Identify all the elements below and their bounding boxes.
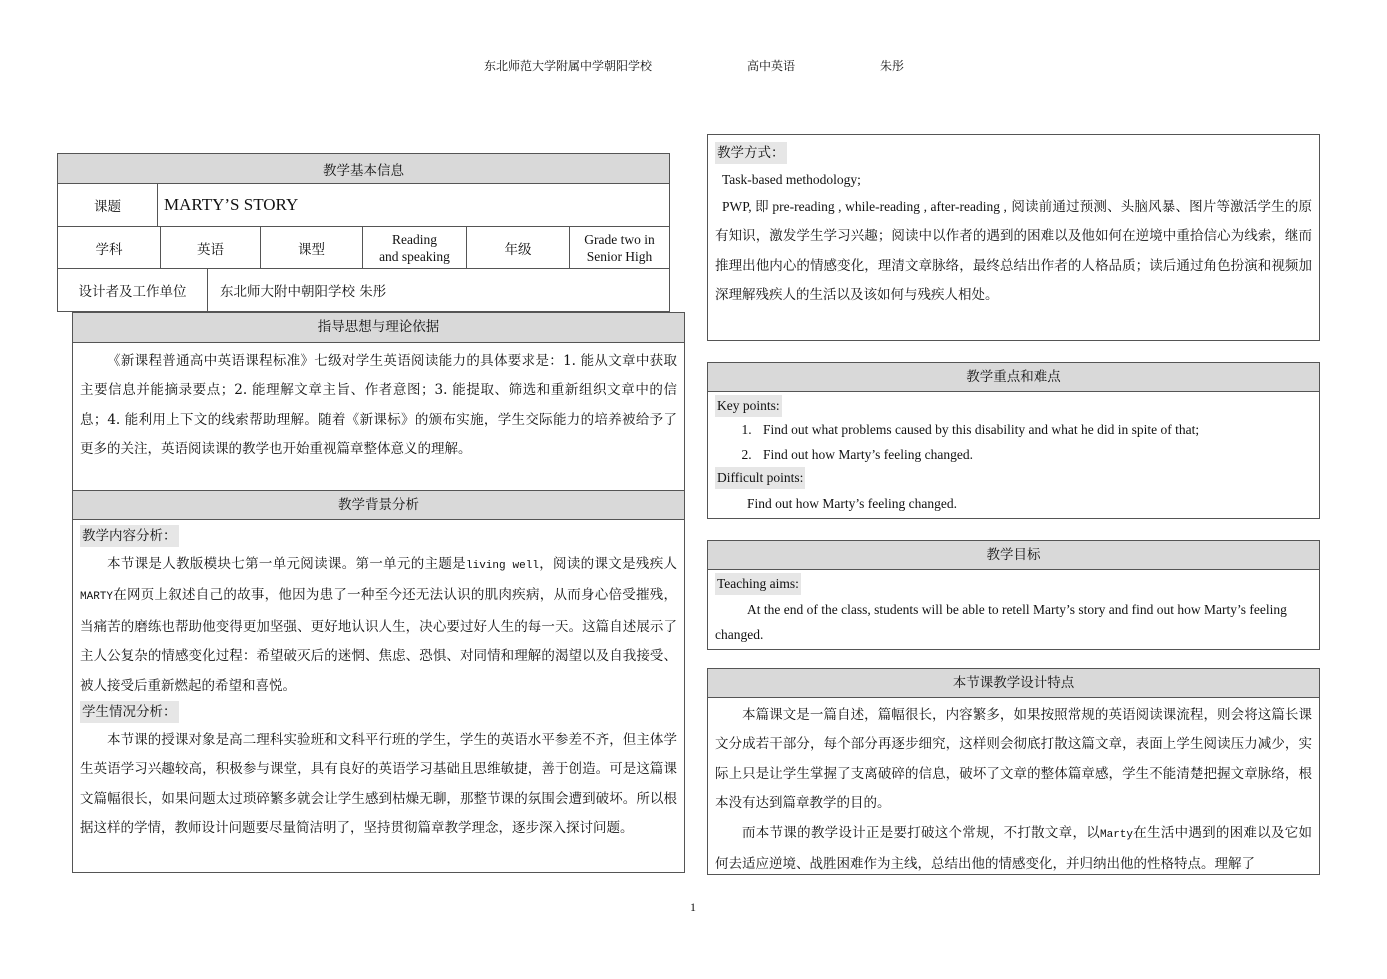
content-text-part1: 本节课是人教版模块七第一单元阅读课。第一单元的主题是 — [107, 556, 466, 572]
type-value-line2: and speaking — [379, 248, 450, 264]
guiding-text: 《新课程普通高中英语课程标准》七级对学生英语阅读能力的具体要求是：1. 能从文章中获取主要信息并能摘录要点；2. 能理解文章主旨、作者意图；3. 能提取、筛选和重新组织文章中的信息；4. 能利用上下文的线索帮助理解。随着《新课标》的颁布实施，学生交际能力的培养被给予了更多的关注，英语阅读课的教学也开始重视篇章整体意义的理解。 — [80, 353, 677, 458]
aims-text: At the end of the class, students will be able to retell Marty’s story and find out how Marty’s feeling changed. — [715, 602, 1287, 642]
topic-label: 课题 — [58, 184, 158, 226]
background-section — [72, 490, 685, 873]
key-points-title: 教学重点和难点 — [708, 363, 1319, 392]
grade-value-line2: Senior High — [586, 248, 653, 264]
method-line1: Task-based methodology; — [722, 172, 861, 187]
content-text-part3: 在网页上叙述自己的故事，他因为患了一种至今还无法认识的肌肉疾病，从而身心倍受摧残，当痛苦的磨练也帮助他变得更加坚强、更好地认识人生，决心要过好人生的每一天。这篇自述展示了主人公复杂的情感变化过程：希望破灭后的迷惘、焦虑、恐惧、对同情和理解的渴望以及自我接受、被人接受后重新燃起的希望和喜悦。 — [80, 587, 677, 694]
type-value-line1: Reading — [392, 231, 437, 247]
difficult-points-label: Difficult points: — [715, 467, 805, 489]
method-line2-en: PWP, 即 pre-reading , while-reading , after-reading , — [722, 199, 1007, 214]
designer-value: 东北师大附中朝阳学校 朱彤 — [220, 284, 387, 300]
content-name-mono: MARTY — [80, 591, 114, 604]
key-points-list — [715, 417, 1312, 467]
content-analysis-text — [80, 550, 677, 701]
aims-title: 教学目标 — [708, 541, 1319, 570]
key-point-item: 1. Find out what problems caused by this disability and what he did in spite of that; — [755, 417, 1312, 442]
features-para2-part1: 而本节课的教学设计正是要打破这个常规，不打散文章，以 — [742, 824, 1100, 841]
grade-value-line1: Grade two in — [584, 231, 655, 247]
content-text-part2: ，阅读的课文是残疾人 — [538, 556, 677, 572]
content-theme-mono: living well — [466, 560, 539, 572]
key-point-item: 2. Find out how Marty’s feeling changed. — [755, 442, 1312, 467]
grade-label: 年级 — [467, 227, 570, 268]
guiding-section — [72, 312, 685, 490]
method-line2-cn: 阅读前通过预测、头脑风暴、图片等激活学生的原有知识，激发学生学习兴趣；阅读中以作者的遇到的困难以及他如何在逆境中重拾信心为线索，继而推理出他内心的情感变化，理清文章脉络，最终总结出作者的人格品质；读后通过角色扮演和视频加深理解残疾人的生活以及该如何与残疾人相处。 — [715, 199, 1313, 304]
grade-value — [570, 227, 669, 268]
key-points-section — [707, 362, 1320, 519]
basic-info-table — [57, 153, 670, 312]
header-subject: 高中英语 — [747, 59, 796, 73]
features-title: 本节课教学设计特点 — [708, 669, 1319, 698]
designer-label: 设计者及工作单位 — [58, 269, 208, 311]
aims-label: Teaching aims: — [715, 573, 801, 595]
type-label: 课型 — [261, 227, 363, 268]
header-school: 东北师范大学附属中学朝阳学校 — [484, 59, 653, 73]
topic-value: MARTY’S STORY — [164, 195, 299, 214]
type-value — [363, 227, 467, 268]
method-line2 — [715, 193, 1312, 311]
key-points-label: Key points: — [715, 395, 782, 417]
subject-label: 学科 — [58, 227, 161, 268]
features-para2-mono: Marty — [1100, 828, 1134, 841]
page-number: 1 — [690, 900, 696, 914]
header-teacher: 朱彤 — [880, 59, 905, 73]
difficult-points-text: Find out how Marty’s feeling changed. — [747, 496, 957, 511]
features-para2 — [715, 819, 1312, 875]
features-section — [707, 668, 1320, 875]
content-analysis-label: 教学内容分析： — [80, 525, 179, 547]
basic-info-title: 教学基本信息 — [323, 162, 404, 179]
method-label: 教学方式： — [715, 142, 787, 164]
subject-value: 英语 — [161, 227, 261, 268]
features-para2-part2: 在生活中遇到的困难以及它如何去适应逆境、战胜困难作为主线，总结出他的情感变化，并归纳出他的性格特点。理解了 — [715, 824, 1313, 873]
guiding-title: 指导思想与理论依据 — [73, 313, 684, 343]
background-title: 教学背景分析 — [73, 491, 684, 520]
student-analysis-text: 本节课的授课对象是高二理科实验班和文科平行班的学生，学生的英语水平参差不齐，但主体学生英语学习兴趣较高，积极参与课堂，具有良好的英语学习基础且思维敏捷，善于创造。可是这篇课文篇幅很长，如果问题太过琐碎繁多就会让学生感到枯燥无聊，那整节课的氛围会遭到破坏。所以根据这样的学情，教师设计问题要尽量简洁明了，坚持贯彻篇章教学理念，逐步深入探讨问题。 — [80, 732, 677, 837]
features-para1: 本篇课文是一篇自述，篇幅很长，内容繁多，如果按照常规的英语阅读课流程，则会将这篇长课文分成若干部分，每个部分再逐步细究，这样则会彻底打散这篇文章，表面上学生阅读压力减少，实际上只是让学生掌握了支离破碎的信息，破坏了文章的整体篇章感，学生不能清楚把握文章脉络，根本没有达到篇章教学的目的。 — [715, 707, 1312, 812]
aims-section — [707, 540, 1320, 650]
student-analysis-label: 学生情况分析： — [80, 701, 179, 723]
method-section — [707, 134, 1320, 341]
